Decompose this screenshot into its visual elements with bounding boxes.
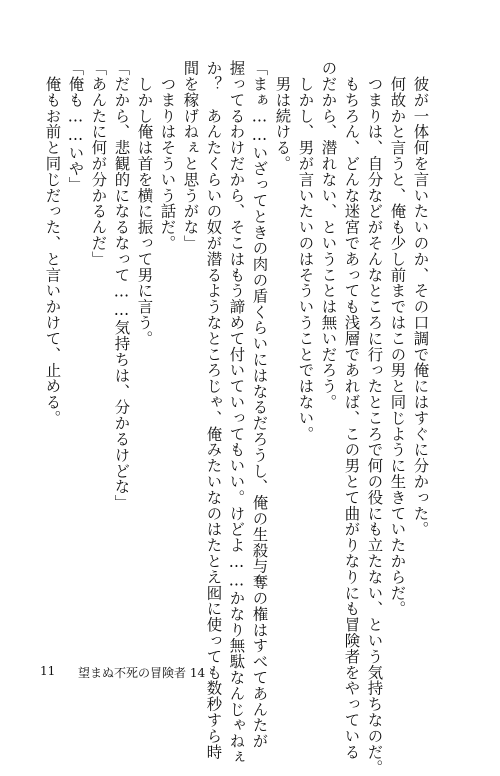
text-line: つまりはそういう話だ。 (158, 60, 177, 251)
running-title: 望まぬ不死の冒険者 14 (78, 666, 206, 680)
text-line: つまりは、自分などがそんなところに行ったところで何の役にも立たない、という気持ちなのだ。 (365, 60, 384, 776)
text-line: 男は続ける。 (273, 60, 292, 172)
text-line: 「あんたに何が分かるんだ」 (89, 60, 108, 267)
text-line: 何故かと言うと、俺も少し前まではこの男と同じように生きていたからだ。 (388, 60, 407, 617)
text-line: か？ あんたくらいの奴が潜るようなところじゃ、俺みたいなのはたとえ囮に使っても数秒すら時 (204, 60, 223, 760)
text-line: しかし、男が言いたいのはそういうことではない。 (296, 60, 315, 442)
text-line: 「だから、悲観的になるなって……気持ちは、分かるけどな」 (112, 60, 131, 511)
text-line: 間を稼げねぇと思うがな」 (181, 60, 200, 251)
text-line: しかし俺は首を横に振って男に言う。 (135, 60, 154, 347)
text-line: 握ってるわけだから、そこはもう諦めて付いていってもいい。けどよ……かなり無駄なんじゃねぇ (227, 60, 246, 765)
text-line: 「俺も……いや」 (66, 60, 85, 193)
text-line: 彼が一体何を言いたいのか、その口調で俺にはすぐに分かった。 (411, 60, 430, 537)
text-line: 俺もお前と同じだった、と言いかけて、止める。 (43, 60, 62, 426)
text-line: のだから、潜れない、ということは無いだろう。 (319, 60, 338, 410)
text-line: もちろん、どんな迷宮であっても浅層であれば、この男とて曲がりなりにも冒険者をやっている (342, 60, 361, 760)
page-number: 11 (40, 664, 56, 678)
text-line: 「まぁ……いざってときの肉の盾くらいにはなるだろうし、俺の生殺与奪の権はすべてあんたが (250, 60, 269, 749)
